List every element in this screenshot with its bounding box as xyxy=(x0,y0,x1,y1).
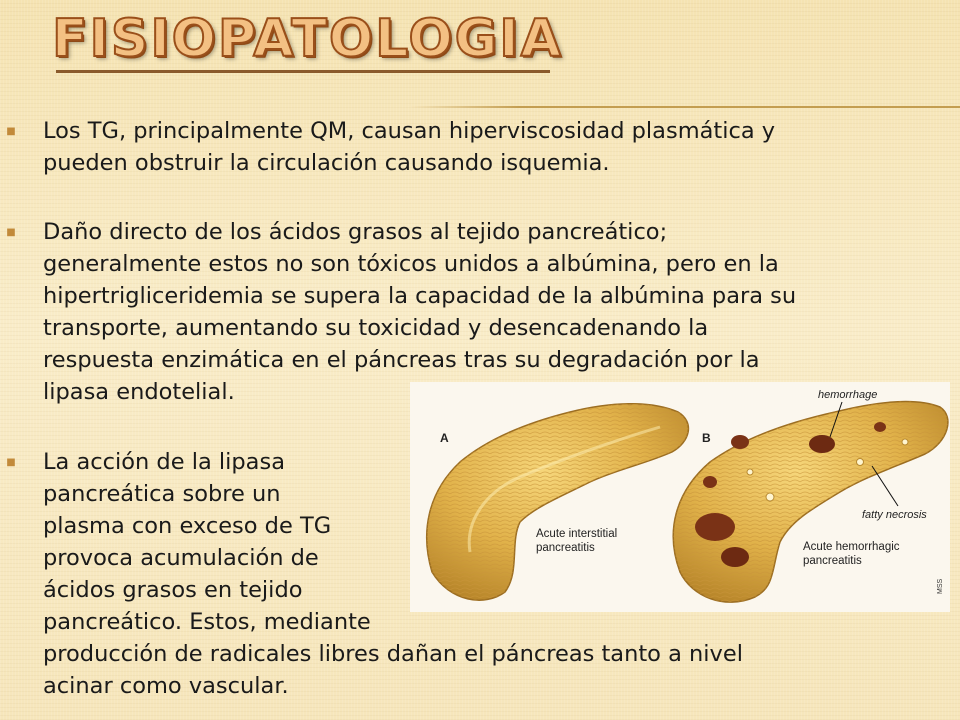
hemorrhage-spot xyxy=(703,476,717,488)
fatty-necrosis-spot xyxy=(902,439,908,445)
bullet-2-line-5: respuesta enzimática en el páncreas tras su degradación por la xyxy=(43,347,760,373)
panel-a-caption-line-1: Acute interstitial xyxy=(536,528,618,540)
pancreatitis-illustration xyxy=(410,382,950,612)
bullet-3-line-3: plasma con exceso de TG xyxy=(43,513,332,539)
bullet-3-line-5: ácidos grasos en tejido xyxy=(43,577,303,603)
hemorrhage-spot xyxy=(731,435,749,449)
panel-b-letter: B xyxy=(702,431,711,445)
illustration-credit: MSS xyxy=(937,578,944,594)
fatty-necrosis-spot xyxy=(747,469,753,475)
pancreas-figure-svg xyxy=(410,382,950,612)
fatty-necrosis-label: fatty necrosis xyxy=(862,509,927,521)
pancreas-a-shape xyxy=(427,404,689,600)
panel-a-letter: A xyxy=(440,431,449,445)
panel-b-caption-line-2: pancreatitis xyxy=(803,555,862,567)
pancreas-b-shape xyxy=(673,402,948,603)
bullet-2-line-2: generalmente estos no son tóxicos unidos a albúmina, pero en la xyxy=(43,251,779,277)
bullet-3-line-2: pancreática sobre un xyxy=(43,481,281,507)
bullet-marker-icon: ■ xyxy=(6,126,16,137)
bullet-3-line-7: producción de radicales libres dañan el páncreas tanto a nivel xyxy=(43,641,743,667)
bullet-marker-icon: ■ xyxy=(6,227,16,238)
hemorrhage-spot xyxy=(874,422,886,432)
bullet-3-line-8: acinar como vascular. xyxy=(43,673,289,699)
hemorrhage-spot xyxy=(721,547,749,567)
bullet-3-line-4: provoca acumulación de xyxy=(43,545,319,571)
bullet-1-line-2: pueden obstruir la circulación causando isquemia. xyxy=(43,150,610,176)
bullet-2-line-1: Daño directo de los ácidos grasos al tejido pancreático; xyxy=(43,219,668,245)
bullet-text-2 xyxy=(43,216,796,408)
bullet-marker-icon: ■ xyxy=(6,457,16,468)
fatty-necrosis-spot xyxy=(857,459,864,466)
fatty-necrosis-spot xyxy=(766,493,774,501)
bullet-2-line-3: hipertrigliceridemia se supera la capacidad de la albúmina para su xyxy=(43,283,797,309)
slide-title: FISIOPATOLOGIA xyxy=(52,9,563,69)
hemorrhage-spot xyxy=(695,513,735,541)
panel-a-caption-line-2: pancreatitis xyxy=(536,542,595,554)
fatty-necrosis-leader-line xyxy=(872,466,898,506)
hemorrhage-spot xyxy=(809,435,835,453)
bullet-text-1 xyxy=(43,115,775,179)
bullet-2-line-4: transporte, aumentando su toxicidad y desencadenando la xyxy=(43,315,709,341)
bullet-3-line-1: La acción de la lipasa xyxy=(43,449,285,475)
panel-b-caption-line-1: Acute hemorrhagic xyxy=(803,541,900,553)
hemorrhage-label: hemorrhage xyxy=(818,389,878,401)
bullet-1-line-1: Los TG, principalmente QM, causan hiperviscosidad plasmática y xyxy=(43,118,776,144)
bullet-2-line-6: lipasa endotelial. xyxy=(43,379,235,405)
bullet-3-line-6: pancreático. Estos, mediante xyxy=(43,609,371,635)
